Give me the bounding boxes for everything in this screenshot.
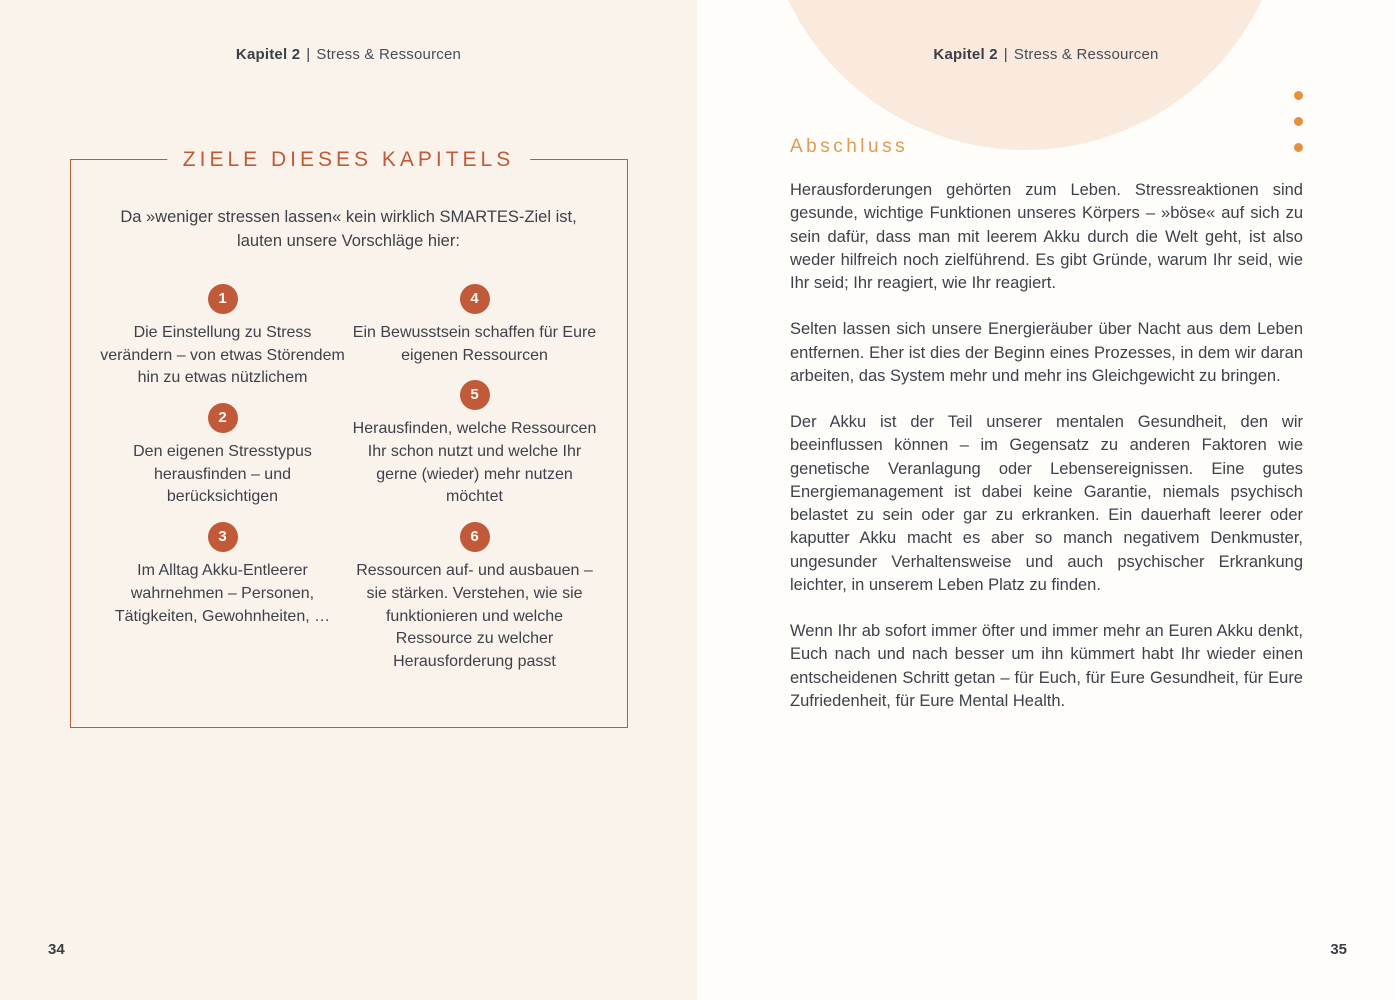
goals-box-title: ZIELE DIESES KAPITELS [167, 147, 530, 173]
goals-column-left [99, 284, 347, 687]
dot-icon [1294, 117, 1303, 126]
body-text [790, 179, 1303, 713]
goal-item-6 [351, 522, 599, 674]
paragraph: Wenn Ihr ab sofort immer öfter und immer mehr an Euren Akku denkt, Euch nach und nach besser um ihn kümmert habt Ihr wieder einen entscheidenen Schritt getan – für Euch, für Eure Gesundheit, für Eure Zufriedenheit, für Eure Mental Health. [790, 622, 1303, 710]
goal-item-2 [99, 403, 347, 509]
chapter-label: Kapitel 2 [235, 46, 301, 63]
goal-text: Herausfinden, welche Ressourcen Ihr schon nutzt und welche Ihr gerne (wieder) mehr nutzen möchtet [352, 420, 597, 506]
paragraph: Herausforderungen gehörten zum Leben. Stressreaktionen sind gesunde, wichtige Funktionen unseres Körpers – »böse« auf sich zu sein dafür, dass man mit leerem Akku durch die Welt geht, ist also weder hilfreich noch zielführend. Es gibt Gründe, warum Ihr seid, wie Ihr seid; Ihr reagiert, wie Ihr reagiert. [790, 181, 1303, 292]
chapter-title: Stress & Ressourcen [316, 46, 462, 63]
right-page-content [697, 136, 1395, 713]
goal-text: Die Einstellung zu Stress verändern – von etwas Störendem hin zu etwas nützlichem [100, 323, 345, 387]
goal-item-1 [99, 284, 347, 390]
page-header-right [697, 46, 1395, 64]
page-header-left [0, 46, 697, 64]
goal-item-4 [351, 284, 599, 367]
page-number-left: 34 [48, 941, 65, 958]
chapter-title: Stress & Ressourcen [1013, 46, 1159, 63]
chapter-label: Kapitel 2 [933, 46, 998, 63]
page-number-right: 35 [1330, 941, 1347, 958]
paragraph: Selten lassen sich unsere Energieräuber über Nacht aus dem Leben entfernen. Eher ist dies der Beginn eines Prozesses, in dem wir daran arbeiten, das System mehr und mehr ins Gleichgewicht zu bringen. [790, 320, 1303, 385]
decorative-circle-blob [763, 0, 1287, 150]
goals-columns [89, 284, 609, 687]
goals-box [70, 148, 628, 728]
goal-number-badge: 3 [208, 522, 238, 552]
dot-accents [1294, 91, 1303, 152]
page-left [0, 0, 697, 1000]
section-title: Abschluss [790, 136, 909, 157]
dot-icon [1294, 91, 1303, 100]
goal-number-badge: 1 [208, 284, 238, 314]
goal-text: Ein Bewusstsein schaffen für Eure eigenen Ressourcen [352, 323, 597, 364]
page-right [697, 0, 1395, 1000]
goals-column-right [351, 284, 599, 687]
dot-icon [1294, 143, 1303, 152]
goal-item-5 [351, 380, 599, 509]
header-separator: | [306, 46, 311, 63]
goal-number-badge: 6 [460, 522, 490, 552]
goal-text: Ressourcen auf- und ausbauen – sie stärken. Verstehen, wie sie funktionieren und welche Ressource zu welcher Herausforderung passt [356, 562, 593, 671]
goal-number-badge: 2 [208, 403, 238, 433]
goal-number-badge: 4 [460, 284, 490, 314]
goals-intro: Da »weniger stressen lassen« kein wirklich SMARTES-Ziel ist, lauten unsere Vorschläge hier: [120, 208, 577, 250]
header-separator: | [1003, 46, 1008, 63]
goal-text: Im Alltag Akku-Entleerer wahrnehmen – Personen, Tätigkeiten, Gewohnheiten, … [114, 562, 331, 625]
goal-number-badge: 5 [460, 380, 490, 410]
paragraph: Der Akku ist der Teil unserer mentalen Gesundheit, den wir beeinflussen können – im Gegensatz zu anderen Faktoren wie genetische Veranlagung oder Lebensereignissen. Eine gutes Energiemanagement ist dabei keine Garantie, niemals psychisch belastet zu sein oder gar zu erkranken. Ein dauerhaft leerer oder kaputter Akku macht es aber so manch negativem Denkmuster, ungesunder Verhaltensweise und auch psychischer Erkrankung leichter, in unserem Leben Platz zu finden. [790, 413, 1303, 594]
goal-text: Den eigenen Stresstypus herausfinden – und berücksichtigen [133, 443, 312, 506]
goal-item-3 [99, 522, 347, 628]
